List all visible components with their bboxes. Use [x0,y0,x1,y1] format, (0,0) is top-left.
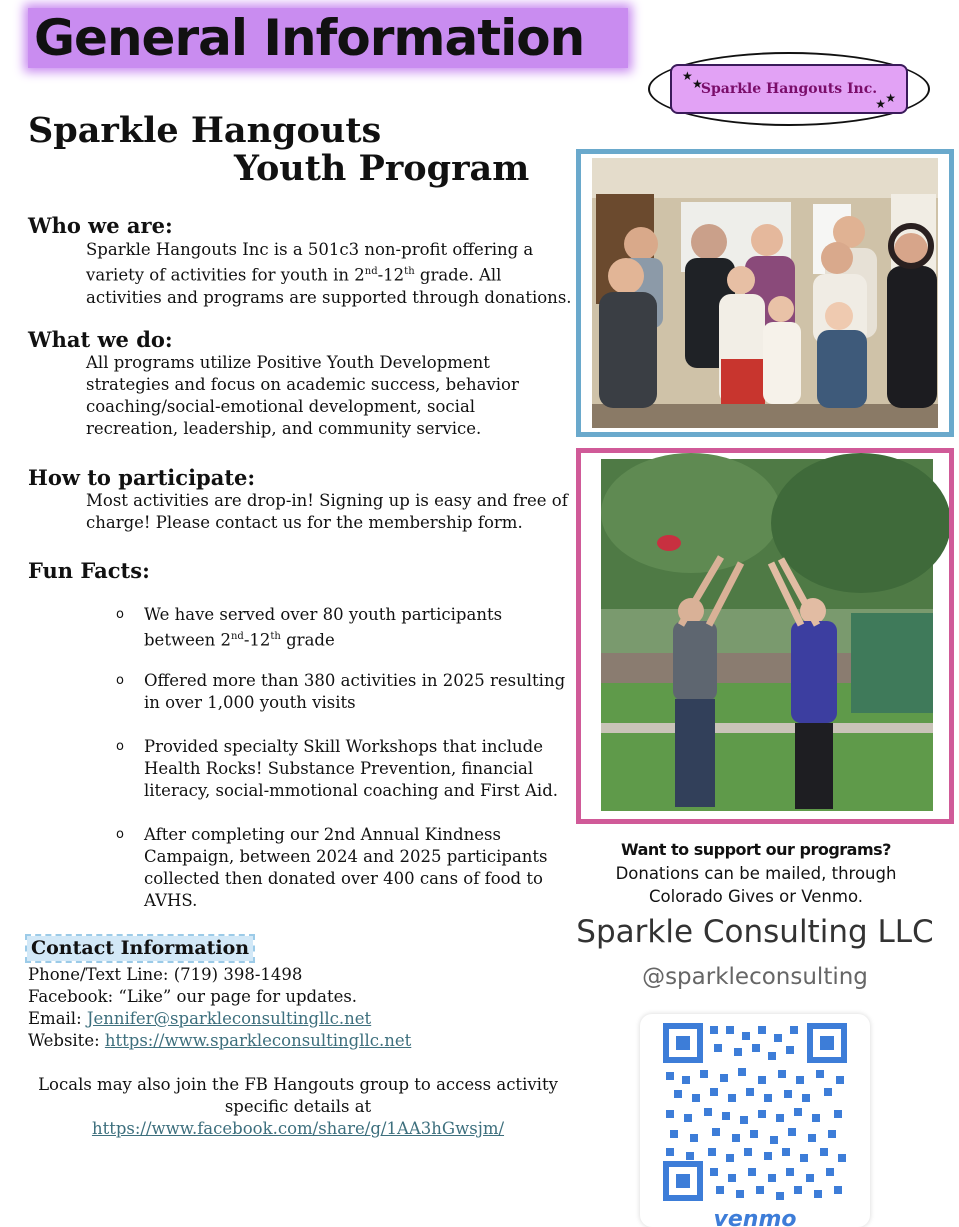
star-icon: ★ [692,77,703,91]
what-body [86,352,566,440]
company-name: Sparkle Consulting LLC [576,914,934,950]
website-link[interactable]: https://www.sparkleconsultingllc.net [104,1031,412,1050]
contact-website-label: Website: [28,1031,105,1050]
locals-line: Locals may also join the FB Hangouts group to access activity [38,1075,558,1094]
what-heading: What we do: [28,327,173,352]
fact-line: Health Rocks! Substance Prevention, financial [144,759,534,778]
outdoor-photo [581,453,949,819]
locals-line: specific details at [224,1097,372,1116]
fact-item [116,736,586,802]
contact-facebook: Facebook: “Like” our page for updates. [28,987,358,1006]
what-line: strategies and focus on academic success, behavior [86,375,519,394]
fact-line: Provided specialty Skill Workshops that include [144,737,543,756]
fact-line: collected then donated over 400 cans of food to [144,869,543,888]
program-title-line1: Sparkle Hangouts [28,110,382,151]
facts-heading: Fun Facts: [28,558,150,583]
outdoor-photo-frame [576,448,954,824]
fact-line: Offered more than 380 activities in 2025 resulting [144,671,566,690]
what-line: coaching/social-emotional development, social [86,397,476,416]
bullet-icon: o [116,673,124,688]
who-line: variety of activities for youth in 2nd-12th grade. All [86,265,502,285]
fact-line: AVHS. [144,891,198,910]
what-line: recreation, leadership, and community service. [86,419,482,438]
who-body [86,239,586,309]
how-body [86,490,576,534]
how-heading: How to participate: [28,465,256,490]
logo-text: Sparkle Hangouts Inc. [700,81,878,97]
fact-line: Campaign, between 2024 and 2025 participants [144,847,548,866]
fact-line: literacy, social-mmotional coaching and First Aid. [144,781,559,800]
contact-phone: Phone/Text Line: (719) 398-1498 [28,965,303,984]
fact-line: in over 1,000 youth visits [144,693,356,712]
how-line: charge! Please contact us for the membership form. [86,513,523,532]
page-title-text: General Information [34,9,585,67]
program-title-line2: Youth Program [234,148,530,189]
how-line: Most activities are drop-in! Signing up is easy and free of [86,491,568,510]
group-photo [581,154,949,432]
star-icon: ★ [682,69,693,83]
support-heading: Want to support our programs? [621,840,891,859]
who-line: activities and programs are supported through donations. [86,287,572,307]
locals-note [28,1074,568,1140]
qr-code-icon [640,1014,870,1227]
page-title [28,8,628,68]
what-line: All programs utilize Positive Youth Development [86,353,490,372]
company-logo [648,52,930,126]
star-icon: ★ [885,91,896,105]
fact-item [116,824,586,912]
bullet-icon: o [116,827,124,842]
bullet-icon: o [116,739,124,754]
logo-badge [670,64,908,114]
fact-line: After completing our 2nd Annual Kindness [144,825,501,844]
group-photo-frame [576,149,954,437]
support-line: Donations can be mailed, through [615,864,897,883]
email-link[interactable]: Jennifer@sparkleconsultingllc.net [86,1009,372,1028]
social-handle: @sparkleconsulting [642,964,868,990]
venmo-wordmark: venmo [713,1207,797,1227]
support-line: Colorado Gives or Venmo. [649,887,863,906]
fact-item [116,670,586,714]
venmo-qr-card[interactable] [640,1014,870,1227]
contact-website-row [28,1030,411,1052]
facebook-group-link[interactable]: https://www.facebook.com/share/g/1AA3hGwsjm/ [91,1119,505,1138]
bullet-icon: o [116,607,124,622]
contact-email-label: Email: [28,1009,87,1028]
star-icon: ★ [875,97,886,111]
fact-line: We have served over 80 youth participants [144,605,503,624]
contact-heading: Contact Information [27,936,253,961]
support-text [578,862,934,908]
who-line: Sparkle Hangouts Inc is a 501c3 non-profit offering a [86,240,534,259]
who-heading: Who we are: [28,213,173,238]
fact-line: between 2nd-12th grade [144,630,335,650]
contact-email-row [28,1008,371,1030]
fact-item [116,604,586,648]
